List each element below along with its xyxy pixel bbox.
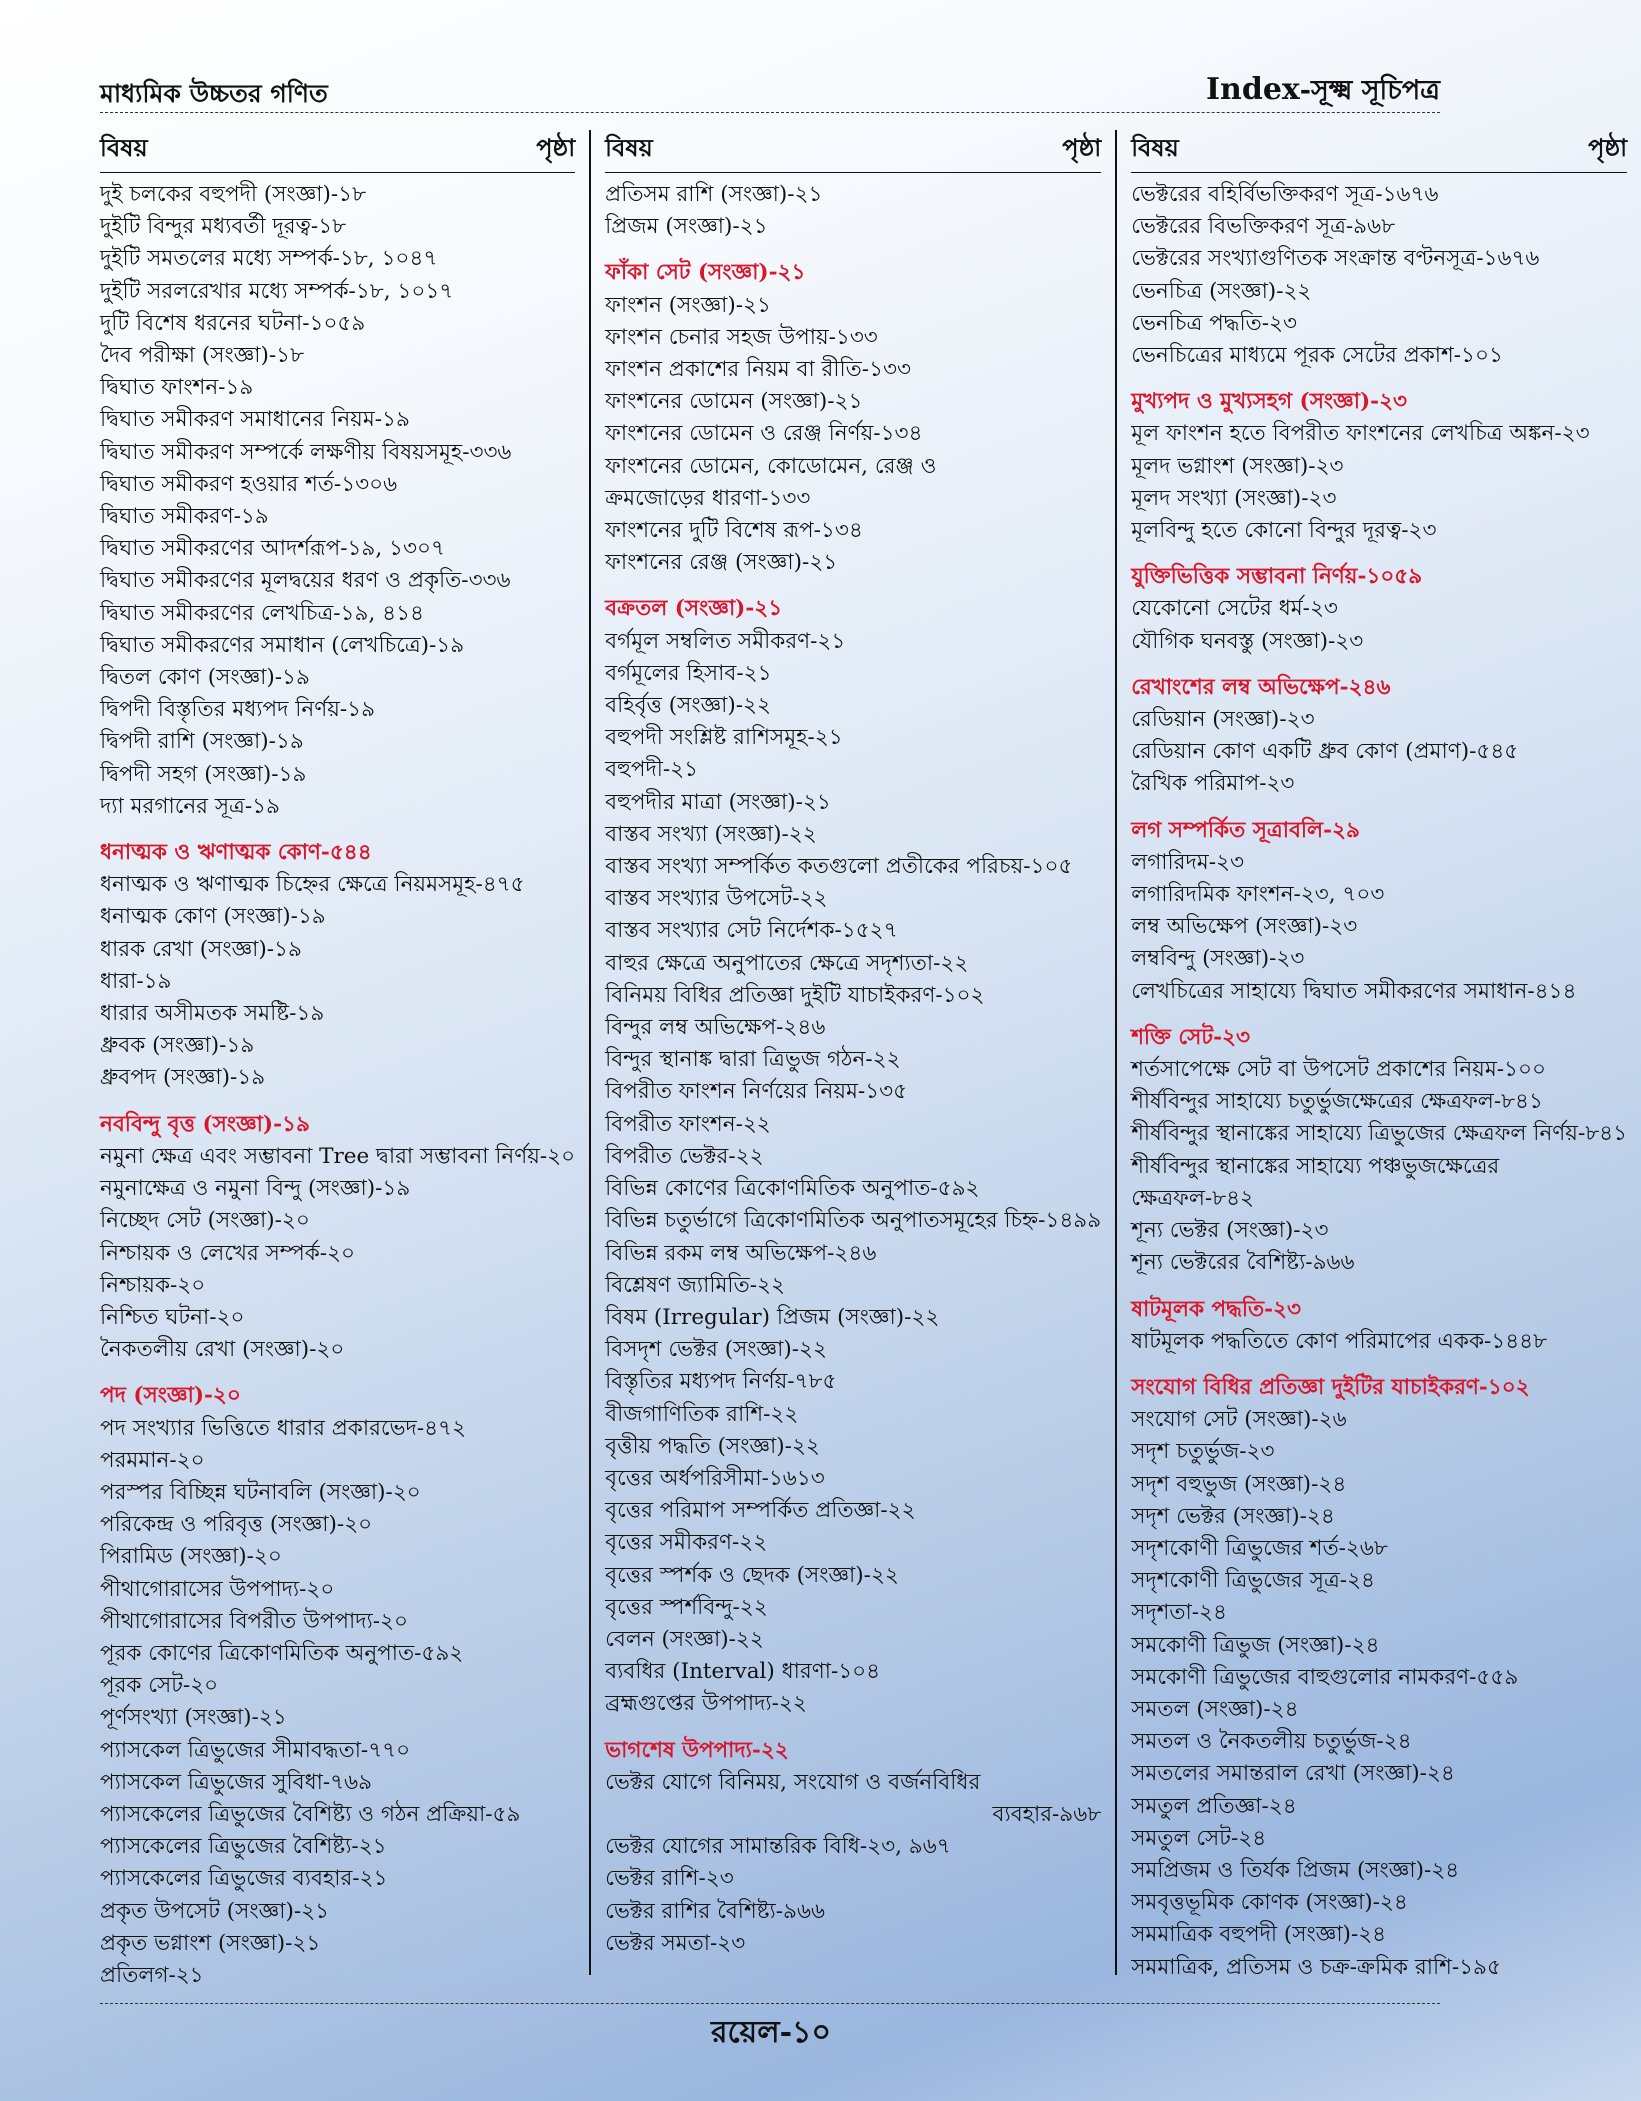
index-subtitle: -সূক্ষ্ম সূচিপত্র [1299,75,1440,106]
index-entry: পীথাগোরাসের বিপরীত উপপাদ্য-২০ [100,1608,409,1634]
index-label: Index [1206,72,1300,107]
index-entry: বৃত্তের পরিমাপ সম্পর্কিত প্রতিজ্ঞা-২২ [605,1498,916,1524]
index-entry: নমুনাক্ষেত্র ও নমুনা বিন্দু (সংজ্ঞা)-১৯ [100,1176,411,1202]
section-heading: রেখাংশের লম্ব অভিক্ষেপ-২৪৬ [1131,674,1391,700]
subject-heading: বিষয় [605,133,653,162]
index-entry: পূর্ণসংখ্যা (সংজ্ঞা)-২১ [100,1705,287,1731]
index-title [1206,70,1440,115]
index-entry: সদৃশকোণী ত্রিভুজের শর্ত-২৬৮ [1131,1535,1388,1561]
section-heading: লগ সম্পর্কিত সূত্রাবলি-২৯ [1131,817,1360,843]
index-entry: লম্ব অভিক্ষেপ (সংজ্ঞা)-২৩ [1131,914,1358,940]
index-entry: সমতুল সেট-২৪ [1131,1825,1267,1851]
index-entry: দ্বিঘাত সমীকরণ সম্পর্কে লক্ষণীয় বিষয়সমূহ-৩৩৬ [100,439,512,465]
index-entry: ফাংশনের ডোমেন ও রেঞ্জ নির্ণয়-১৩৪ [605,421,923,447]
index-entry: বিভিন্ন রকম লম্ব অভিক্ষেপ-২৪৬ [605,1240,877,1266]
index-entry: প্যাসকেল ত্রিভুজের সুবিধা-৭৬৯ [100,1769,373,1795]
index-entry: পদ সংখ্যার ভিত্তিতে ধারার প্রকারভেদ-৪৭২ [100,1415,467,1441]
index-entry: শীর্ষবিন্দুর স্থানাঙ্কের সাহায্যে ত্রিভুজের ক্ষেত্রফল নির্ণয়-৮৪১ [1131,1121,1628,1147]
column-header [100,130,575,173]
index-entry: ভেনচিত্রের মাধ্যমে পূরক সেটের প্রকাশ-১০১ [1131,343,1503,369]
index-entry: বাস্তব সংখ্যা (সংজ্ঞা)-২২ [605,821,817,847]
index-entry: বিষম (Irregular) প্রিজম (সংজ্ঞা)-২২ [605,1304,940,1330]
index-entry: বৃত্তের স্পর্শবিন্দু-২২ [605,1594,768,1620]
index-entry: সদৃশ বহুভুজ (সংজ্ঞা)-২৪ [1131,1471,1347,1497]
index-entry: বৃত্তের স্পর্শক ও ছেদক (সংজ্ঞা)-২২ [605,1562,899,1588]
page-heading: পৃষ্ঠা [536,133,576,162]
index-entry: বাস্তব সংখ্যা সম্পর্কিত কতগুলো প্রতীকের পরিচয়-১০৫ [605,854,1073,880]
index-entry: সমতল ও নৈকতলীয় চতুর্ভুজ-২৪ [1131,1729,1412,1755]
index-entry: দ্বিঘাত সমীকরণের লেখচিত্র-১৯, ৪১৪ [100,600,424,626]
index-entry: ধনাত্মক কোণ (সংজ্ঞা)-১৯ [100,904,326,930]
index-entry: লগারিদমিক ফাংশন-২৩, ৭০৩ [1131,882,1385,908]
index-entry: ক্রমজোড়ের ধারণা-১৩৩ [605,485,811,511]
index-entry: ফাংশন (সংজ্ঞা)-২১ [605,292,771,318]
column-header [605,130,1101,173]
index-entry: দ্বিঘাত সমীকরণ সমাধানের নিয়ম-১৯ [100,407,410,433]
index-entry: ধারক রেখা (সংজ্ঞা)-১৯ [100,936,302,962]
section-heading: সংযোগ বিধির প্রতিজ্ঞা দুইটির যাচাইকরণ-১০২ [1131,1374,1530,1400]
index-entry: দ্বিঘাত সমীকরণের আদর্শরূপ-১৯, ১৩০৭ [100,536,445,562]
entry-list [605,179,1101,1960]
index-entry: ভেক্টর রাশি-২৩ [605,1866,734,1892]
subject-heading: বিষয় [100,133,148,162]
index-entry: রেডিয়ান কোণ একটি ধ্রুব কোণ (প্রমাণ)-৫৪৫ [1131,739,1519,765]
index-entry: ভেনচিত্র (সংজ্ঞা)-২২ [1131,278,1312,304]
index-entry: দ্বিঘাত সমীকরণ-১৯ [100,504,269,530]
index-entry: প্যাসকেলের ত্রিভুজের ব্যবহার-২১ [100,1866,388,1892]
index-entry: বর্গমূলের হিসাব-২১ [605,660,772,686]
index-entry: বিন্দুর স্থানাঙ্ক দ্বারা ত্রিভুজ গঠন-২২ [605,1047,901,1073]
index-entry: প্যাসকেল ত্রিভুজের সীমাবদ্ধতা-৭৭০ [100,1737,411,1763]
index-entry: মূলদ ভগ্নাংশ (সংজ্ঞা)-২৩ [1131,453,1344,479]
index-entry: বিপরীত ফাংশন-২২ [605,1111,771,1137]
index-entry: বাহুর ক্ষেত্রে অনুপাতের ক্ষেত্রে সদৃশ্যতা-২২ [605,950,969,976]
index-entry: সদৃশতা-২৪ [1131,1600,1227,1626]
index-entry: পরস্পর বিচ্ছিন্ন ঘটনাবলি (সংজ্ঞা)-২০ [100,1479,421,1505]
index-entry: ফাংশনের ডোমেন (সংজ্ঞা)-২১ [605,389,863,415]
index-entry: দুইটি সমতলের মধ্যে সম্পর্ক-১৮, ১০৪৭ [100,246,438,272]
index-entry: ভেক্টর যোগে বিনিময়, সংযোগ ও বর্জনবিধির [605,1769,981,1795]
index-entry: বিপরীত ফাংশন নির্ণয়ের নিয়ম-১৩৫ [605,1079,908,1105]
index-entry: পিরামিড (সংজ্ঞা)-২০ [100,1544,282,1570]
index-entry: ব্যবধির (Interval) ধারণা-১০৪ [605,1659,881,1685]
index-entry: বৃত্তের সমীকরণ-২২ [605,1530,768,1556]
index-entry: বিপরীত ভেক্টর-২২ [605,1143,764,1169]
section-heading: মুখ্যপদ ও মুখ্যসহগ (সংজ্ঞা)-২৩ [1131,389,1408,415]
index-entry: ফাংশনের ডোমেন, কোডোমেন, রেঞ্জ ও [605,453,937,479]
index-entry: সদৃশ ভেক্টর (সংজ্ঞা)-২৪ [1131,1503,1335,1529]
index-entry: প্রকৃত ভগ্নাংশ (সংজ্ঞা)-২১ [100,1930,321,1956]
index-entry: রৈখিক পরিমাপ-২৩ [1131,771,1295,797]
section-heading: ধনাত্মক ও ঋণাত্মক কোণ-৫৪৪ [100,840,372,866]
page-heading: পৃষ্ঠা [1588,133,1628,162]
index-entry: শর্তসাপেক্ষে সেট বা উপসেট প্রকাশের নিয়ম-১০০ [1131,1057,1546,1083]
index-entry: বহির্বৃত্ত (সংজ্ঞা)-২২ [605,693,772,719]
index-entry: পূরক কোণের ত্রিকোণমিতিক অনুপাত-৫৯২ [100,1640,464,1666]
index-entry: ফাংশন চেনার সহজ উপায়-১৩৩ [605,324,878,350]
page-number: রয়েল-১০ [710,2015,831,2050]
index-entry: বীজগাণিতিক রাশি-২২ [605,1401,799,1427]
index-entry: মূলবিন্দু হতে কোনো বিন্দুর দূরত্ব-২৩ [1131,518,1437,544]
index-entry: ফাংশন প্রকাশের নিয়ম বা রীতি-১৩৩ [605,357,911,383]
section-heading: শক্তি সেট-২৩ [1131,1024,1250,1050]
index-entry: বিস্তৃতির মধ্যপদ নির্ণয়-৭৮৫ [605,1369,837,1395]
index-entry: পূরক সেট-২০ [100,1673,219,1699]
index-entry: সমপ্রিজম ও তির্যক প্রিজম (সংজ্ঞা)-২৪ [1131,1857,1460,1883]
index-entry: ব্যবহার-৯৬৮ [992,1801,1102,1827]
index-entry: প্রকৃত উপসেট (সংজ্ঞা)-২১ [100,1898,330,1924]
index-entry: দ্বিপদী বিস্তৃতির মধ্যপদ নির্ণয়-১৯ [100,697,376,723]
page-heading: পৃষ্ঠা [1062,133,1102,162]
index-entry: নিচ্ছেদ সেট (সংজ্ঞা)-২০ [100,1208,310,1234]
index-entry: নৈকতলীয় রেখা (সংজ্ঞা)-২০ [100,1337,345,1363]
index-entry: সদৃশ চতুর্ভুজ-২৩ [1131,1439,1275,1465]
index-entry: দ্বিঘাত ফাংশন-১৯ [100,375,254,401]
index-entry: নিশ্চায়ক ও লেখের সম্পর্ক-২০ [100,1240,356,1266]
entry-list [1131,179,1627,1984]
index-entry: বিশ্লেষণ জ্যামিতি-২২ [605,1272,785,1298]
index-entry: সমমাত্রিক বহুপদী (সংজ্ঞা)-২৪ [1131,1922,1387,1948]
index-entry: ধ্রুবক (সংজ্ঞা)-১৯ [100,1033,255,1059]
index-entry: ধারা-১৯ [100,968,172,994]
index-entry: বিন্দুর লম্ব অভিক্ষেপ-২৪৬ [605,1015,826,1041]
index-entry: রেডিয়ান (সংজ্ঞা)-২৩ [1131,707,1315,733]
index-entry: বহুপদীর মাত্রা (সংজ্ঞা)-২১ [605,789,831,815]
section-heading: বক্রতল (সংজ্ঞা)-২১ [605,596,783,622]
index-entry: নিশ্চিত ঘটনা-২০ [100,1304,245,1330]
index-entry: পীথাগোরাসের উপপাদ্য-২০ [100,1576,335,1602]
index-entry: ভেক্টর সমতা-২৩ [605,1930,746,1956]
index-entry: দৈব পরীক্ষা (সংজ্ঞা)-১৮ [100,343,305,369]
index-entry: লগারিদম-২৩ [1131,849,1244,875]
index-entry: মূলদ সংখ্যা (সংজ্ঞা)-২৩ [1131,485,1337,511]
index-column [100,130,589,1988]
section-heading: নববিন্দু বৃত্ত (সংজ্ঞা)-১৯ [100,1111,310,1137]
index-entry: দ্বিঘাত সমীকরণ হওয়ার শর্ত-১৩০৬ [100,471,398,497]
index-entry: ভেক্টরের সংখ্যাগুণিতক সংক্রান্ত বণ্টনসূত্র-১৬৭৬ [1131,246,1540,272]
index-entry: সমমাত্রিক, প্রতিসম ও চক্র-ক্রমিক রাশি-১৯৫ [1131,1954,1501,1980]
index-entry: দুই চলকের বহুপদী (সংজ্ঞা)-১৮ [100,182,367,207]
index-columns [100,130,1628,1988]
index-entry: দ্বিঘাত সমীকরণের সমাধান (লেখচিত্রে)-১৯ [100,632,465,658]
index-entry: বর্গমূল সম্বলিত সমীকরণ-২১ [605,628,846,654]
section-heading: যুক্তিভিত্তিক সম্ভাবনা নির্ণয়-১০৫৯ [1131,564,1423,590]
index-entry: প্রিজম (সংজ্ঞা)-২১ [605,214,768,240]
index-entry: শূন্য ভেক্টর (সংজ্ঞা)-২৩ [1131,1218,1329,1244]
index-entry: শূন্য ভেক্টরের বৈশিষ্ট্য-৯৬৬ [1131,1250,1355,1276]
index-entry: বিনিময় বিধির প্রতিজ্ঞা দুইটি যাচাইকরণ-১০২ [605,982,985,1008]
index-entry: ভেক্টরের বহির্বিভক্তিকরণ সূত্র-১৬৭৬ [1131,182,1439,207]
index-entry: ভেনচিত্র পদ্ধতি-২৩ [1131,310,1298,336]
book-title: মাধ্যমিক উচ্চতর গণিত [100,79,328,108]
index-entry: দুইটি বিন্দুর মধ্যবর্তী দূরত্ব-১৮ [100,214,347,240]
index-entry: ধনাত্মক ও ঋণাত্মক চিহ্নের ক্ষেত্রে নিয়মসমূহ-৪৭৫ [100,872,525,898]
index-entry: বহুপদী সংশ্লিষ্ট রাশিসমূহ-২১ [605,725,843,751]
index-entry: ব্রহ্মগুপ্তের উপপাদ্য-২২ [605,1691,807,1717]
index-entry: ভেক্টরের বিভক্তিকরণ সূত্র-৯৬৮ [1131,214,1396,240]
index-entry: দুটি বিশেষ ধরনের ঘটনা-১০৫৯ [100,310,366,336]
index-entry: দ্বিপদী সহগ (সংজ্ঞা)-১৯ [100,761,307,787]
index-entry: বাস্তব সংখ্যার উপসেট-২২ [605,886,828,912]
index-entry: সমকোণী ত্রিভুজ (সংজ্ঞা)-২৪ [1131,1632,1380,1658]
index-column [589,130,1115,1975]
index-entry: বিভিন্ন কোণের ত্রিকোণমিতিক অনুপাত-৫৯২ [605,1176,980,1202]
index-entry: দ্বিপদী রাশি (সংজ্ঞা)-১৯ [100,729,304,755]
index-entry: বাস্তব সংখ্যার সেট নির্দেশক-১৫২৭ [605,918,898,944]
footer-divider [100,2003,1440,2004]
index-entry: পরিকেন্দ্র ও পরিবৃত্ত (সংজ্ঞা)-২০ [100,1512,373,1538]
index-entry: প্রতিলগ-২১ [100,1962,204,1988]
index-entry: শীর্ষবিন্দুর স্থানাঙ্কের সাহায্যে পঞ্চভুজক্ষেত্রের [1131,1153,1500,1179]
index-entry: ফাংশনের দুটি বিশেষ রূপ-১৩৪ [605,518,863,544]
index-entry: যেকোনো সেটের ধর্ম-২৩ [1131,596,1338,622]
index-entry: সদৃশকোণী ত্রিভুজের সূত্র-২৪ [1131,1568,1376,1594]
index-entry: ভেক্টর যোগের সামান্তরিক বিধি-২৩, ৯৬৭ [605,1834,951,1860]
index-entry: দ্যা মরগানের সূত্র-১৯ [100,793,280,819]
index-column [1115,130,1641,1980]
index-entry: ধ্রুবপদ (সংজ্ঞা)-১৯ [100,1065,266,1091]
index-entry: নিশ্চায়ক-২০ [100,1272,206,1298]
index-entry: ষাটমূলক পদ্ধতিতে কোণ পরিমাপের একক-১৪৪৮ [1131,1328,1548,1354]
index-entry: বহুপদী-২১ [605,757,699,783]
index-entry: নমুনা ক্ষেত্র এবং সম্ভাবনা Tree দ্বারা সম্ভাবনা নির্ণয়-২০ [100,1143,576,1169]
index-entry: ফাংশনের রেঞ্জ (সংজ্ঞা)-২১ [605,550,838,576]
index-entry: প্যাসকেলের ত্রিভুজের বৈশিষ্ট্য-২১ [100,1834,387,1860]
entry-list [100,179,575,1992]
index-entry: প্যাসকেলের ত্রিভুজের বৈশিষ্ট্য ও গঠন প্রক্রিয়া-৫৯ [100,1801,521,1827]
index-entry: দ্বিতল কোণ (সংজ্ঞা)-১৯ [100,665,310,691]
header-divider [100,112,1440,113]
index-entry: দুইটি সরলরেখার মধ্যে সম্পর্ক-১৮, ১০১৭ [100,278,454,304]
index-entry: বৃত্তের অর্ধপরিসীমা-১৬১৩ [605,1465,825,1491]
index-entry: ধারার অসীমতক সমষ্টি-১৯ [100,1001,325,1027]
section-heading: পদ (সংজ্ঞা)-২০ [100,1383,241,1409]
index-entry: বিসদৃশ ভেক্টর (সংজ্ঞা)-২২ [605,1337,827,1363]
index-entry: বৃত্তীয় পদ্ধতি (সংজ্ঞা)-২২ [605,1433,820,1459]
section-heading: ভাগশেষ উপপাদ্য-২২ [605,1737,789,1763]
subject-heading: বিষয় [1131,133,1179,162]
index-entry: প্রতিসম রাশি (সংজ্ঞা)-২১ [605,182,823,207]
section-heading: ষাটমূলক পদ্ধতি-২৩ [1131,1296,1302,1322]
index-entry: সমতলের সমান্তরাল রেখা (সংজ্ঞা)-২৪ [1131,1761,1455,1787]
index-entry: শীর্ষবিন্দুর সাহায্যে চতুর্ভুজক্ষেত্রের ক্ষেত্রফল-৮৪১ [1131,1089,1543,1115]
index-entry: বেলন (সংজ্ঞা)-২২ [605,1626,764,1652]
column-header [1131,130,1627,173]
index-entry: পরমমান-২০ [100,1447,205,1473]
index-entry: সমতুল প্রতিজ্ঞা-২৪ [1131,1793,1297,1819]
index-entry: সমকোণী ত্রিভুজের বাহুগুলোর নামকরণ-৫৫৯ [1131,1664,1519,1690]
index-entry: বিভিন্ন চতুর্ভাগে ত্রিকোণমিতিক অনুপাতসমূহের চিহ্ন-১৪৯৯ [605,1208,1102,1234]
index-entry: ক্ষেত্রফল-৮৪২ [1131,1185,1255,1211]
index-entry: দ্বিঘাত সমীকরণের মূলদ্বয়ের ধরণ ও প্রকৃতি-৩৩৬ [100,568,511,594]
section-heading: ফাঁকা সেট (সংজ্ঞা)-২১ [605,260,806,286]
index-entry: সংযোগ সেট (সংজ্ঞা)-২৬ [1131,1407,1347,1433]
index-entry: সমবৃত্তভূমিক কোণক (সংজ্ঞা)-২৪ [1131,1890,1408,1916]
index-entry: লম্ববিন্দু (সংজ্ঞা)-২৩ [1131,946,1305,972]
index-entry: মূল ফাংশন হতে বিপরীত ফাংশনের লেখচিত্র অঙ্কন-২৩ [1131,421,1590,447]
index-entry: ভেক্টর রাশির বৈশিষ্ট্য-৯৬৬ [605,1898,825,1924]
index-entry: সমতল (সংজ্ঞা)-২৪ [1131,1696,1299,1722]
index-entry: লেখচিত্রের সাহায্যে দ্বিঘাত সমীকরণের সমাধান-৪১৪ [1131,978,1577,1004]
index-entry: যৌগিক ঘনবস্তু (সংজ্ঞা)-২৩ [1131,628,1364,654]
